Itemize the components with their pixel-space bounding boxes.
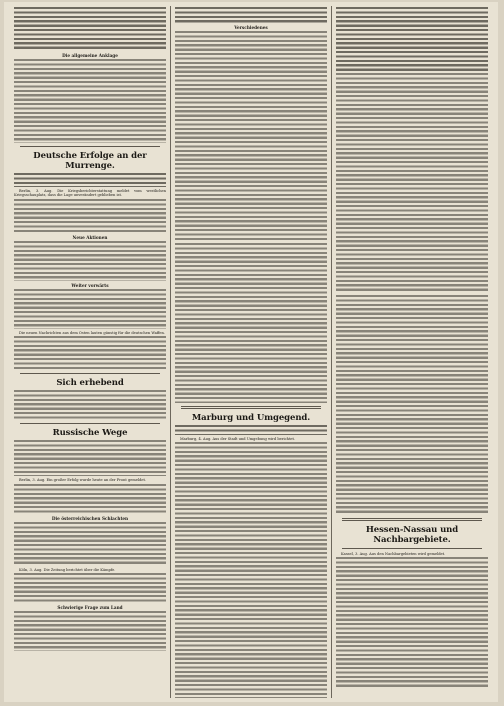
headline: Deutsche Erfolge an der Murrenge. xyxy=(33,151,147,171)
text-block xyxy=(175,7,327,23)
headline: Sich erhebend xyxy=(56,378,124,389)
paragraph: Marburg, 4. Aug. Aus der Stadt und Umgebung wird berichtet. xyxy=(180,437,296,441)
divider xyxy=(20,423,160,424)
paragraph: Die neuen Nachrichten aus dem Osten lauten günstig für die deutschen Waffen. xyxy=(19,330,165,335)
column-1 xyxy=(10,6,171,698)
headline: Schwierige Frage zum Land xyxy=(57,605,123,611)
text-block xyxy=(175,425,327,435)
headline: Weiter vorwärts xyxy=(71,282,109,288)
paragraph: Berlin, 3. Aug. Ein großer Erfolg wurde heute an der Front gemeldet. xyxy=(19,478,147,483)
paragraph: Köln, 3. Aug. Die Zeitung berichtet über die Kämpfe. xyxy=(19,567,116,572)
headline: Russische Wege xyxy=(52,428,128,439)
text-block xyxy=(14,440,166,476)
text-block xyxy=(336,295,488,515)
divider xyxy=(20,146,160,147)
text-block xyxy=(14,611,166,651)
headline: Hessen-Nassau und Nachbargebiete. xyxy=(365,525,459,545)
text-block xyxy=(14,241,166,281)
text-block xyxy=(336,557,488,687)
column-3 xyxy=(332,6,492,698)
text-block xyxy=(14,173,166,187)
text-block xyxy=(14,59,166,143)
headline: Marburg und Umgegend. xyxy=(191,413,311,423)
text-block xyxy=(14,484,166,514)
divider xyxy=(181,406,321,409)
headline: Verschiedenes xyxy=(234,25,268,30)
divider xyxy=(342,518,482,521)
headline: Neue Aktionen xyxy=(72,234,108,240)
paragraph: Kassel, 3. Aug. Aus den Nachbargebieten wird gemeldet. xyxy=(341,552,446,556)
paragraph: Berlin, 3. Aug. Die Kriegsberichterstattung meldet vom westlichen Kriegsschauplatz, dass die Lage unverändert geblieben ist. xyxy=(14,189,166,198)
text-block xyxy=(14,289,166,329)
text-block xyxy=(175,243,327,403)
divider xyxy=(20,373,160,374)
text-block xyxy=(14,573,166,603)
text-block xyxy=(175,31,327,241)
text-block xyxy=(14,390,166,420)
text-block xyxy=(14,336,166,370)
text-block xyxy=(175,442,327,698)
headline: Die österreichischen Schlachten xyxy=(51,515,129,521)
text-block xyxy=(336,7,488,71)
text-block xyxy=(14,199,166,233)
text-block xyxy=(14,7,166,51)
column-2 xyxy=(171,6,332,698)
headline: Die allgemeine Anklage xyxy=(62,53,118,58)
text-block xyxy=(336,73,488,293)
columns xyxy=(10,6,492,698)
divider xyxy=(342,548,482,549)
text-block xyxy=(14,522,166,566)
newspaper-page xyxy=(4,2,498,702)
